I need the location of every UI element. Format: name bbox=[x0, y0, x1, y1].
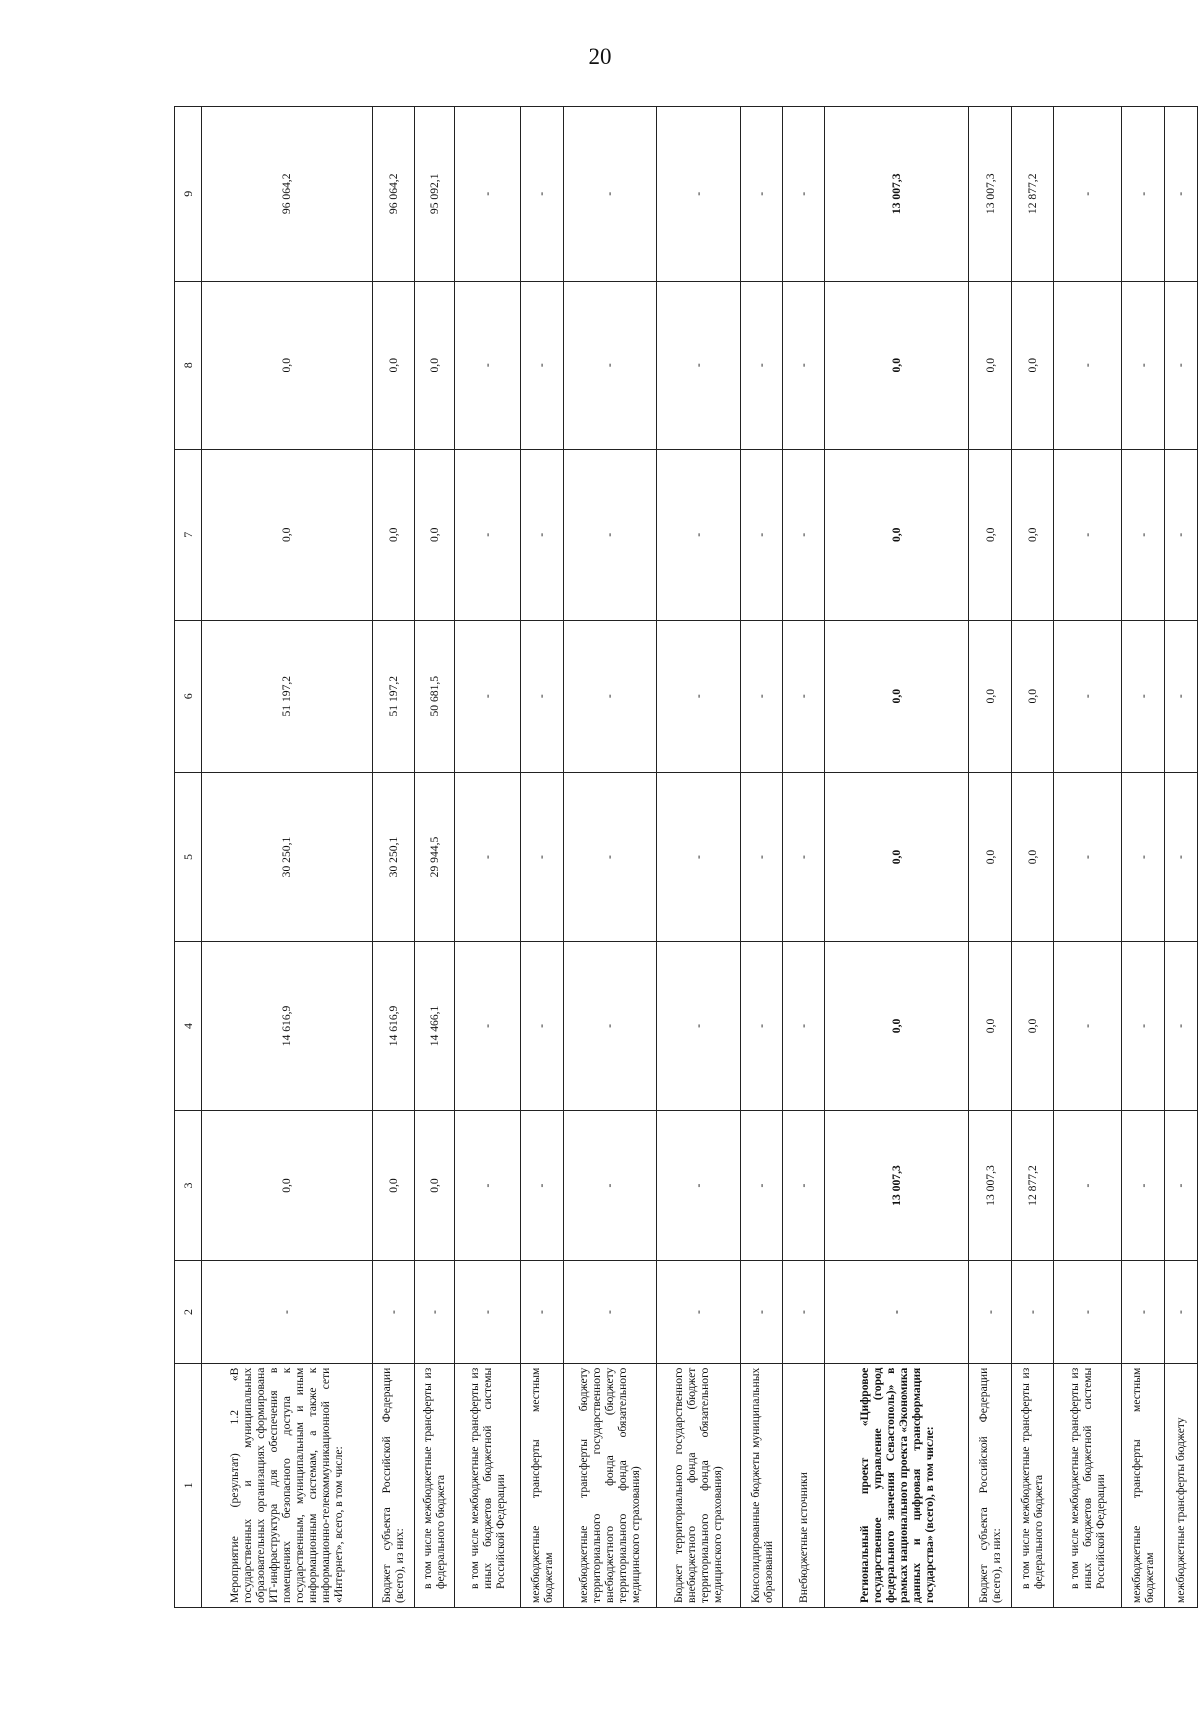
row-label: межбюджетные трансферты местным бюджетам bbox=[1122, 1363, 1164, 1607]
cell-value: - bbox=[454, 449, 521, 620]
cell-value: - bbox=[783, 1110, 825, 1261]
cell-value: - bbox=[454, 942, 521, 1110]
column-number-row bbox=[175, 107, 202, 1608]
cell-value: - bbox=[656, 107, 740, 282]
cell-value: 0,0 bbox=[414, 1110, 454, 1261]
cell-value: 0,0 bbox=[372, 449, 414, 620]
cell-value: - bbox=[1164, 107, 1197, 282]
row-label: Бюджет территориального государственного внебюджетного фонда (бюджет территориального фонда обязательного медицинского страхования) bbox=[656, 1363, 740, 1607]
cell-value: - bbox=[563, 772, 656, 942]
cell-value: - bbox=[521, 107, 563, 282]
cell-value: - bbox=[563, 449, 656, 620]
cell-value: - bbox=[563, 942, 656, 1110]
cell-value: 0,0 bbox=[969, 281, 1011, 449]
cell-value: - bbox=[521, 1261, 563, 1363]
cell-value: - bbox=[1164, 1110, 1197, 1261]
cell-value: - bbox=[740, 1261, 782, 1363]
cell-value: - bbox=[783, 620, 825, 772]
column-number: 1 bbox=[175, 1363, 202, 1607]
cell-value: - bbox=[563, 620, 656, 772]
cell-value: - bbox=[563, 107, 656, 282]
table-row bbox=[454, 107, 521, 1608]
cell-value: - bbox=[563, 281, 656, 449]
cell-value: - bbox=[740, 449, 782, 620]
cell-value: 0,0 bbox=[825, 620, 969, 772]
cell-value: - bbox=[1122, 281, 1164, 449]
cell-value: - bbox=[454, 772, 521, 942]
cell-value: - bbox=[521, 449, 563, 620]
cell-value: - bbox=[783, 281, 825, 449]
page-number: 20 bbox=[588, 44, 612, 69]
cell-value: - bbox=[202, 1261, 373, 1363]
row-label: межбюджетные трансферты бюджету bbox=[1164, 1363, 1197, 1607]
cell-value: - bbox=[454, 107, 521, 282]
cell-value: 14 616,9 bbox=[202, 942, 373, 1110]
cell-value: 0,0 bbox=[1011, 449, 1053, 620]
cell-value: - bbox=[1053, 1110, 1122, 1261]
cell-value: 0,0 bbox=[969, 449, 1011, 620]
cell-value: 51 197,2 bbox=[372, 620, 414, 772]
cell-value: 14 466,1 bbox=[414, 942, 454, 1110]
cell-value: - bbox=[740, 107, 782, 282]
row-label: в том числе межбюджетные трансферты из федерального бюджета bbox=[1011, 1363, 1053, 1607]
cell-value: 0,0 bbox=[202, 1110, 373, 1261]
column-number: 2 bbox=[175, 1261, 202, 1363]
cell-value: 0,0 bbox=[825, 942, 969, 1110]
table-row bbox=[825, 107, 969, 1608]
cell-value: - bbox=[783, 772, 825, 942]
cell-value: 12 877,2 bbox=[1011, 107, 1053, 282]
table-row bbox=[656, 107, 740, 1608]
cell-value: - bbox=[1053, 107, 1122, 282]
cell-value: - bbox=[656, 772, 740, 942]
cell-value: 13 007,3 bbox=[969, 107, 1011, 282]
cell-value: - bbox=[656, 620, 740, 772]
table-row bbox=[372, 107, 414, 1608]
cell-value: 13 007,3 bbox=[825, 107, 969, 282]
cell-value: - bbox=[563, 1110, 656, 1261]
cell-value: - bbox=[1122, 107, 1164, 282]
table-row bbox=[1011, 107, 1053, 1608]
cell-value: - bbox=[656, 942, 740, 1110]
cell-value: 29 944,5 bbox=[414, 772, 454, 942]
row-label: межбюджетные трансферты местным бюджетам bbox=[521, 1363, 563, 1607]
budget-table bbox=[174, 106, 1198, 1608]
cell-value: - bbox=[1122, 449, 1164, 620]
cell-value: 51 197,2 bbox=[202, 620, 373, 772]
row-label: Консолидированные бюджеты муниципальных образований bbox=[740, 1363, 782, 1607]
cell-value: 0,0 bbox=[1011, 942, 1053, 1110]
cell-value: 0,0 bbox=[1011, 281, 1053, 449]
cell-value: - bbox=[1164, 772, 1197, 942]
cell-value: - bbox=[1164, 620, 1197, 772]
cell-value: - bbox=[372, 1261, 414, 1363]
cell-value: 0,0 bbox=[1011, 772, 1053, 942]
cell-value: - bbox=[1053, 1261, 1122, 1363]
cell-value: - bbox=[1122, 1261, 1164, 1363]
cell-value: - bbox=[783, 449, 825, 620]
table-row bbox=[563, 107, 656, 1608]
cell-value: 95 092,1 bbox=[414, 107, 454, 282]
cell-value: - bbox=[656, 1261, 740, 1363]
cell-value: - bbox=[1053, 281, 1122, 449]
cell-value: - bbox=[1122, 620, 1164, 772]
row-label: межбюджетные трансферты бюджету территориального государственного внебюджетного фонда (бюджету территориального фонда обязательного медицинского страхования) bbox=[563, 1363, 656, 1607]
column-number: 3 bbox=[175, 1110, 202, 1261]
row-label: Региональный проект «Цифровое государственное управление (город федерального значения Севастополь)» в рамках национального проекта «Экономика данных и цифровая трансформация государства» (всего), в том числе: bbox=[825, 1363, 969, 1607]
cell-value: - bbox=[454, 1261, 521, 1363]
cell-value: 0,0 bbox=[414, 281, 454, 449]
cell-value: - bbox=[740, 620, 782, 772]
column-number: 7 bbox=[175, 449, 202, 620]
cell-value: 12 877,2 bbox=[1011, 1110, 1053, 1261]
cell-value: 30 250,1 bbox=[202, 772, 373, 942]
cell-value: - bbox=[740, 281, 782, 449]
table-row bbox=[414, 107, 454, 1608]
table-row bbox=[1122, 107, 1164, 1608]
cell-value: - bbox=[825, 1261, 969, 1363]
cell-value: 30 250,1 bbox=[372, 772, 414, 942]
row-label: Бюджет субъекта Российской Федерации (всего), из них: bbox=[372, 1363, 414, 1607]
column-number: 4 bbox=[175, 942, 202, 1110]
cell-value: - bbox=[454, 1110, 521, 1261]
cell-value: 0,0 bbox=[969, 942, 1011, 1110]
cell-value: - bbox=[1164, 942, 1197, 1110]
cell-value: 0,0 bbox=[1011, 620, 1053, 772]
cell-value: 50 681,5 bbox=[414, 620, 454, 772]
cell-value: - bbox=[1164, 281, 1197, 449]
cell-value: - bbox=[656, 281, 740, 449]
cell-value: - bbox=[656, 1110, 740, 1261]
cell-value: - bbox=[563, 1261, 656, 1363]
cell-value: - bbox=[1164, 1261, 1197, 1363]
cell-value: - bbox=[1053, 942, 1122, 1110]
cell-value: - bbox=[740, 772, 782, 942]
cell-value: 0,0 bbox=[202, 449, 373, 620]
cell-value: - bbox=[521, 942, 563, 1110]
table-row bbox=[783, 107, 825, 1608]
cell-value: 0,0 bbox=[372, 281, 414, 449]
cell-value: - bbox=[1011, 1261, 1053, 1363]
row-label: в том числе межбюджетные трансферты из иных бюджетов бюджетной системы Российской Федерации bbox=[1053, 1363, 1122, 1607]
cell-value: - bbox=[521, 772, 563, 942]
cell-value: - bbox=[969, 1261, 1011, 1363]
cell-value: 13 007,3 bbox=[969, 1110, 1011, 1261]
cell-value: - bbox=[656, 449, 740, 620]
table-row bbox=[521, 107, 563, 1608]
column-number: 8 bbox=[175, 281, 202, 449]
cell-value: 0,0 bbox=[202, 281, 373, 449]
column-number: 6 bbox=[175, 620, 202, 772]
row-label: Внебюджетные источники bbox=[783, 1363, 825, 1607]
cell-value: 96 064,2 bbox=[372, 107, 414, 282]
table-row bbox=[202, 107, 373, 1608]
cell-value: - bbox=[740, 942, 782, 1110]
cell-value: 96 064,2 bbox=[202, 107, 373, 282]
cell-value: 0,0 bbox=[825, 449, 969, 620]
cell-value: - bbox=[783, 942, 825, 1110]
table-row bbox=[1164, 107, 1197, 1608]
cell-value: - bbox=[740, 1110, 782, 1261]
cell-value: - bbox=[1053, 772, 1122, 942]
cell-value: - bbox=[414, 1261, 454, 1363]
rotated-table-container bbox=[174, 106, 1198, 1608]
cell-value: 0,0 bbox=[414, 449, 454, 620]
cell-value: - bbox=[783, 107, 825, 282]
cell-value: 13 007,3 bbox=[825, 1110, 969, 1261]
cell-value: - bbox=[521, 1110, 563, 1261]
cell-value: - bbox=[521, 281, 563, 449]
row-label: в том числе межбюджетные трансферты из федерального бюджета bbox=[414, 1363, 454, 1607]
cell-value: 14 616,9 bbox=[372, 942, 414, 1110]
table-row bbox=[1053, 107, 1122, 1608]
table-row bbox=[740, 107, 782, 1608]
row-label: Мероприятие (результат) 1.2 «В государственных и муниципальных образовательных организациях сформирована ИТ-инфраструктура для обеспечения в помещениях безопасного доступа к государственным, муниципальным и иным информационным системам, а также к информационно-телекоммуникационной сети «Интернет», всего, в том числе: bbox=[202, 1363, 373, 1607]
cell-value: 0,0 bbox=[372, 1110, 414, 1261]
cell-value: - bbox=[1122, 1110, 1164, 1261]
cell-value: - bbox=[521, 620, 563, 772]
row-label: Бюджет субъекта Российской Федерации (всего), из них: bbox=[969, 1363, 1011, 1607]
cell-value: - bbox=[454, 620, 521, 772]
cell-value: - bbox=[1053, 449, 1122, 620]
cell-value: - bbox=[1122, 942, 1164, 1110]
cell-value: - bbox=[1053, 620, 1122, 772]
table-row bbox=[969, 107, 1011, 1608]
row-label: в том числе межбюджетные трансферты из иных бюджетов бюджетной системы Российской Федерации bbox=[454, 1363, 521, 1607]
cell-value: - bbox=[1122, 772, 1164, 942]
cell-value: 0,0 bbox=[969, 772, 1011, 942]
cell-value: 0,0 bbox=[825, 281, 969, 449]
cell-value: 0,0 bbox=[825, 772, 969, 942]
cell-value: - bbox=[783, 1261, 825, 1363]
column-number: 9 bbox=[175, 107, 202, 282]
column-number: 5 bbox=[175, 772, 202, 942]
cell-value: - bbox=[454, 281, 521, 449]
cell-value: 0,0 bbox=[969, 620, 1011, 772]
cell-value: - bbox=[1164, 449, 1197, 620]
